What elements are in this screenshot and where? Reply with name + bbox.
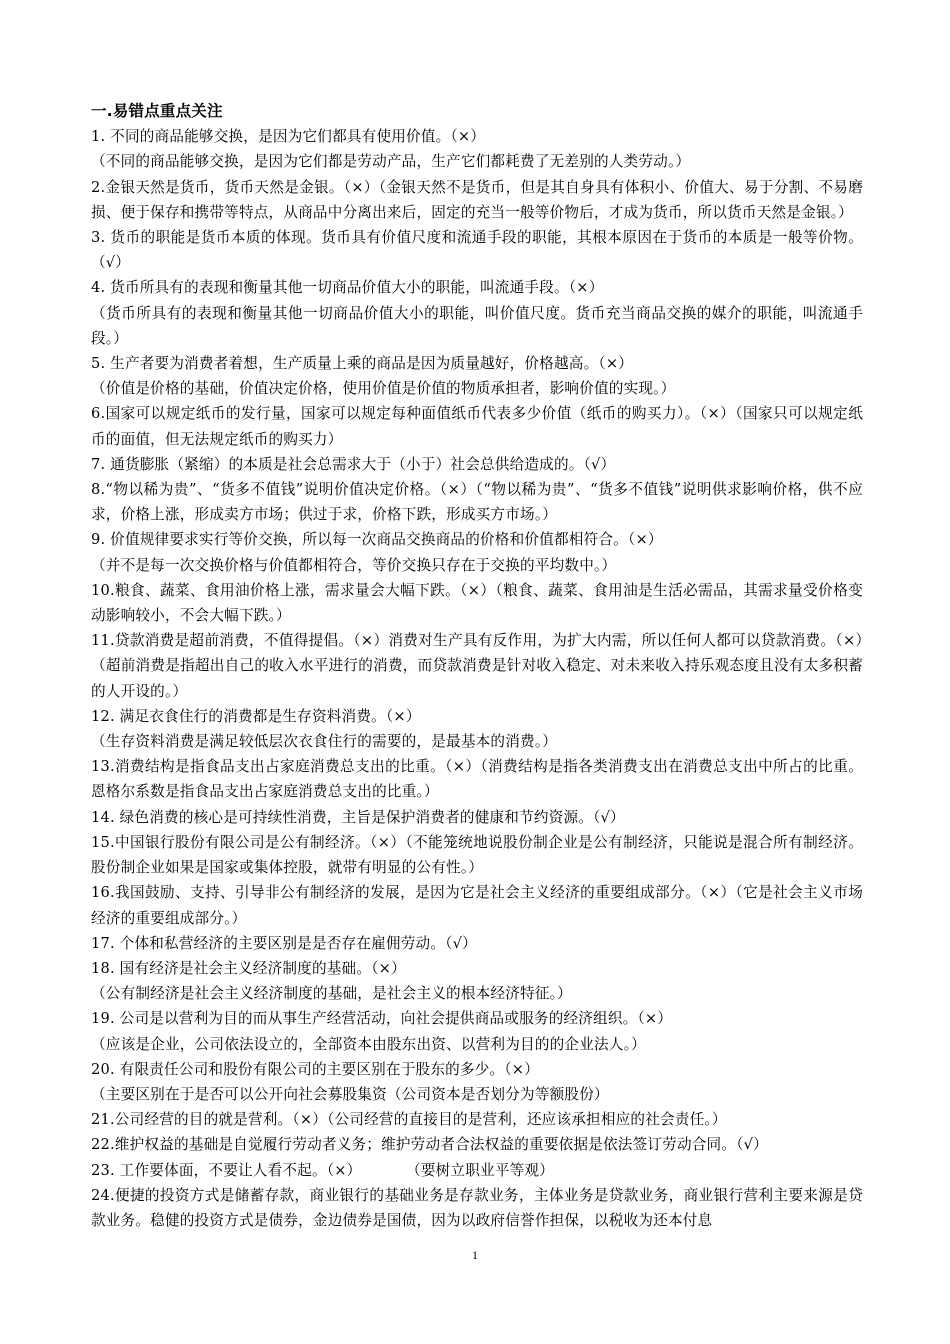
text-line: 18. 国有经济是社会主义经济制度的基础。（×） [91,959,406,977]
text-line: 6.国家可以规定纸币的发行量，国家可以规定每种面值纸币代表多少价值（纸币的购买力）。（×）（国家只可以规定纸币的面值，但无法规定纸币的购买力） [91,405,863,448]
text-line: 22.维护权益的基础是自觉履行劳动者义务；维护劳动者合法权益的重要依据是依法签订劳动合同。（√） [91,1136,768,1154]
text-line: 21.公司经营的目的就是营利。（×）（公司经营的直接目的是营利，还应该承担相应的社会责任。） [91,1111,727,1129]
text-line: 2.金银天然是货币，货币天然是金银。（×）（金银天然不是货币，但是其自身具有体积小、价值大、易于分割、不易磨损、便于保存和携带等特点，从商品中分离出来后，固定的充当一般等价物后，才成为货币，所以货币天然是金银。） [91,178,863,221]
text-line: 1. 不同的商品能够交换，是因为它们都具有使用价值。（×） [91,128,486,146]
text-line: 17. 个体和私营经济的主要区别是是否存在雇佣劳动。（√） [91,934,477,952]
text-line: 3. 货币的职能是货币本质的体现。货币具有价值尺度和流通手段的职能，其根本原因在于货币的本质是一般等价物。（√） [91,229,863,272]
text-line: （生存资料消费是满足较低层次衣食住行的需要的，是最基本的消费。） [91,733,558,751]
text-line: 14. 绿色消费的核心是可持续性消费，主旨是保护消费者的健康和节约资源。（√） [91,808,625,826]
text-line: （应该是企业，公司依法设立的，全部资本由股东出资、以营利为目的的企业法人。） [91,1035,646,1053]
text-line: 8.“物以稀为贵”、“货多不值钱”说明价值决定价格。（×）（“物以稀为贵”、“货多不值钱”说明供求影响价格，供不应求，价格上涨，形成卖方市场；供过于求，价格下跌，形成买方市场。） [91,481,863,524]
text-line: （主要区别在于是否可以公开向社会募股集资（公司资本是否划分为等额股份） [91,1085,609,1103]
text-line: （价值是价格的基础，价值决定价格，使用价值是价值的物质承担者，影响价值的实现。） [91,380,676,398]
text-line: 4. 货币所具有的表现和衡量其他一切商品价值大小的职能，叫流通手段。（×） [91,279,604,297]
text-line: 23. 工作要体面，不要让人看不起。（×） （要树立职业平等观） [91,1161,554,1179]
section-title: 一.易错点重点关注 [91,102,223,120]
text-line: （不同的商品能够交换，是因为它们都是劳动产品，生产它们都耗费了无差别的人类劳动。） [91,153,691,171]
text-line: 5. 生产者要为消费者着想，生产质量上乘的商品是因为质量越好，价格越高。（×） [91,355,634,373]
page-number: 1 [472,1248,478,1262]
text-line: 7. 通货膨胀（紧缩）的本质是社会总需求大于（小于）社会总供给造成的。（√） [91,455,616,473]
text-line: （公有制经济是社会主义经济制度的基础，是社会主义的根本经济特征。） [91,985,572,1003]
text-line: 19. 公司是以营利为目的而从事生产经营活动，向社会提供商品或服务的经济组织。（×） [91,1010,673,1028]
content-body [91,99,863,1233]
text-line: 9. 价值规律要求实行等价交换，所以每一次商品交换商品的价格和价值都相符合。（×） [91,531,663,549]
text-line: 15.中国银行股份有限公司是公有制经济。（×）（不能笼统地说股份制企业是公有制经济，只能说是混合所有制经济。股份制企业如果是国家或集体控股，就带有明显的公有性。） [91,833,863,877]
text-line: （货币所具有的表现和衡量其他一切商品价值大小的职能，叫价值尺度。货币充当商品交换的媒介的职能，叫流通手段。） [91,304,863,347]
text-line: 20. 有限责任公司和股份有限公司的主要区别在于股东的多少。（×） [91,1060,540,1078]
text-line: 10.粮食、蔬菜、食用油价格上涨，需求量会大幅下跌。（×）（粮食、蔬菜、食用油是生活必需品，其需求量受价格变动影响较小，不会大幅下跌。） [91,581,863,625]
text-line: 24.便捷的投资方式是储蓄存款，商业银行的基础业务是存款业务，主体业务是贷款业务，商业银行营利主要来源是贷款业务。稳健的投资方式是债券，金边债券是国债，因为以政府信誉作担保，以税收为还本付息 [91,1186,863,1229]
text-line: 13.消费结构是指食品支出占家庭消费总支出的比重。（×）（消费结构是指各类消费支出在消费总支出中所占的比重。恩格尔系数是指食品支出占家庭消费总支出的比重。） [91,758,863,801]
text-line: 11.贷款消费是超前消费，不值得提倡。（×）消费对生产具有反作用，为扩大内需，所以任何人都可以贷款消费。（×）（超前消费是指超出自己的收入水平进行的消费，而贷款消费是针对收入稳定、对未来收入持乐观态度且没有太多积蓄的人开设的。） [91,632,863,700]
text-line: 16.我国鼓励、支持、引导非公有制经济的发展，是因为它是社会主义经济的重要组成部分。（×）（它是社会主义市场经济的重要组成部分。） [91,884,863,927]
text-line: （并不是每一次交换价格与价值都相符合，等价交换只存在于交换的平均数中。） [91,556,617,574]
text-line: 12. 满足衣食住行的消费都是生存资料消费。（×） [91,707,421,725]
